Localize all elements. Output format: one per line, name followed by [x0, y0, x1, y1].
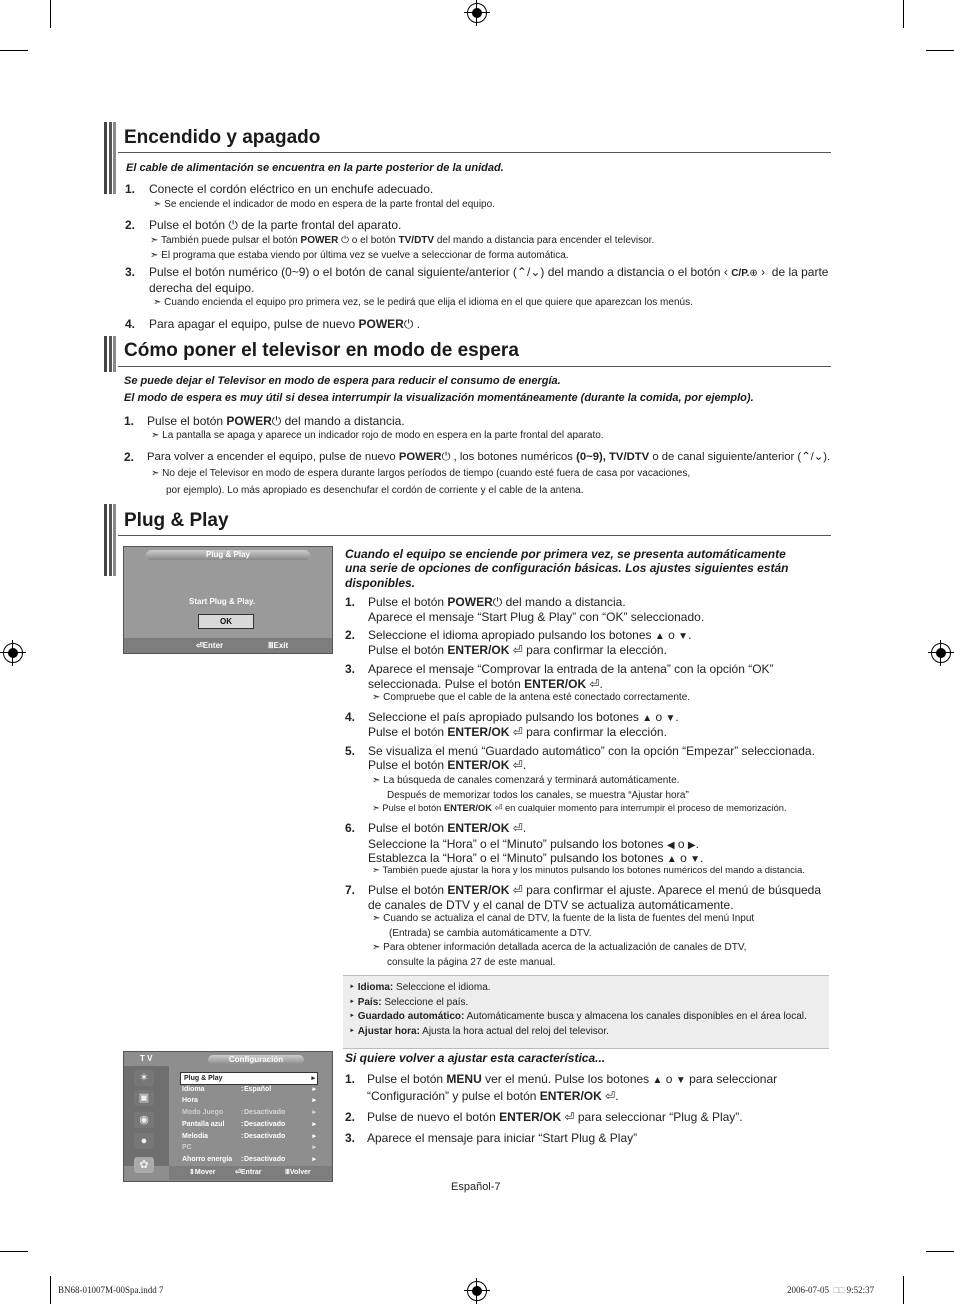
power-icon: ⏻	[492, 595, 503, 609]
menu-row-language[interactable]: Idioma : Español ▸	[182, 1086, 316, 1093]
section-bar	[104, 504, 116, 576]
step-text: Pulse el botón POWER⏻ del mando a distancia.	[368, 595, 626, 609]
power-icon: ⏻	[341, 235, 350, 246]
channel-up-icon: ⌃	[516, 265, 527, 279]
arrow-right-icon: ▸	[312, 1156, 316, 1163]
section-rule	[118, 366, 831, 367]
step-number: 3.	[125, 265, 136, 279]
registration-mark-icon	[3, 643, 23, 663]
arrow-up-icon: ▲	[654, 631, 665, 642]
step-number: 2.	[125, 218, 136, 232]
channel-menu-icon[interactable]: ◉	[134, 1112, 154, 1128]
screen-header: Plug & Play	[146, 550, 310, 560]
section-intro: disponibles.	[345, 576, 416, 590]
registration-mark-icon	[931, 643, 951, 663]
ok-button[interactable]: OK	[198, 614, 254, 629]
step-note: (Entrada) se cambia automáticamente a DTV.	[389, 928, 592, 939]
section-rule	[118, 152, 831, 153]
section-bar	[104, 122, 116, 194]
enter-icon: ⏎	[512, 758, 523, 772]
enter-icon: ⏎	[512, 725, 523, 739]
exit-hint: ⅢExit	[268, 641, 289, 650]
step-text: Para apagar el equipo, pulse de nuevo POWER⏻ .	[149, 317, 421, 331]
info-item: ‣ Guardado automático: Automáticamente busca y almacena los canales disponibles en el área local.	[349, 1011, 807, 1022]
tv-label: T V	[140, 1054, 153, 1063]
power-icon: ⏻	[403, 317, 414, 331]
step-text: Pulse el botón ENTER/OK ⏎ para confirmar la elección.	[368, 725, 667, 739]
step-number: 3.	[345, 662, 356, 676]
arrow-down-icon: ▼	[665, 713, 676, 724]
section-intro: Se puede dejar el Televisor en modo de espera para reducir el consumo de energía.	[124, 375, 561, 387]
setup-menu-icon[interactable]: ●	[134, 1133, 154, 1149]
step-note: ➣ Pulse el botón ENTER/OK ⏎ en cualquier momento para interrumpir el proceso de memorización.	[372, 803, 787, 813]
chevron-left-icon: ‹	[723, 265, 728, 279]
menu-row-blue-screen[interactable]: Pantalla azul : Desactivado ▸	[182, 1121, 316, 1128]
step-text: Pulse de nuevo el botón ENTER/OK ⏎ para seleccionar “Plug & Play”.	[367, 1110, 743, 1124]
step-note: ➣ También puede ajustar la hora y los minutos pulsando los botones numéricos del mando a distancia.	[372, 865, 805, 876]
arrow-right-icon: ▸	[312, 1121, 316, 1128]
enter-icon: ⏎	[512, 821, 523, 835]
menu-row-plug-and-play[interactable]: Plug & Play ▸	[180, 1072, 318, 1085]
info-box	[343, 975, 829, 1049]
menu-row-time[interactable]: Hora ▸	[182, 1097, 316, 1104]
arrow-right-icon: ▸	[312, 1109, 316, 1116]
enter-icon: ⏎	[512, 643, 523, 657]
section-intro: El modo de espera es muy útil si desea interrumpir la visualización momentáneamente (durante la comida, por ejemplo).	[124, 392, 754, 404]
arrow-up-icon: ▲	[642, 713, 653, 724]
enter-hint: ⏎Enter	[196, 641, 224, 650]
arrow-down-icon: ▼	[675, 1075, 686, 1086]
step-note: ➣ También puede pulsar el botón POWER ⏻ o el botón TV/DTV del mando a distancia para encender el televisor.	[150, 235, 655, 246]
step-number: 1.	[125, 182, 136, 196]
step-number: 5.	[345, 744, 356, 758]
step-number: 2.	[124, 450, 135, 464]
sound-menu-icon[interactable]: ▣	[134, 1090, 154, 1106]
step-note: ➣ Para obtener información detallada acerca de la actualización de canales de DTV,	[372, 942, 747, 953]
configuration-menu-screen	[123, 1051, 333, 1182]
arrow-right-icon: ▸	[312, 1133, 316, 1140]
step-number: 4.	[125, 317, 136, 331]
enter-icon: ⏎	[589, 677, 600, 691]
step-text: Aparece el mensaje para iniciar “Start Plug & Play”	[367, 1131, 638, 1145]
page-number: Español-7	[451, 1181, 501, 1193]
step-number: 6.	[345, 821, 356, 835]
step-text: derecha del equipo.	[149, 281, 255, 295]
arrow-up-icon: ▲	[666, 854, 677, 865]
arrow-right-icon: ▸	[312, 1097, 316, 1104]
step-text: seleccionada. Pulse el botón ENTER/OK ⏎.	[368, 677, 603, 691]
step-text: Pulse el botón numérico (0~9) o el botón de canal siguiente/anterior (⌃/⌄) del mando a distancia o el botón ‹ C/P.⊕ › de la parte	[149, 265, 829, 279]
arrow-down-icon: ▼	[690, 854, 701, 865]
step-number: 2.	[345, 628, 356, 642]
power-icon: ⏻	[271, 414, 282, 428]
menu-row-game-mode[interactable]: Modo Juego : Desactivado ▸	[182, 1109, 316, 1116]
screen-footer	[124, 638, 332, 653]
step-text: Seleccione el idioma apropiado pulsando los botones ▲ o ▼.	[368, 628, 692, 642]
step-text: Para volver a encender el equipo, pulse de nuevo POWER⏻ , los botones numéricos (0~9), TV/DTV o de canal siguiente/anterior (⌃/⌄).	[147, 451, 831, 463]
step-number: 3.	[345, 1131, 356, 1145]
channel-down-icon: ⌄	[813, 451, 824, 463]
screen-header: Configuración	[208, 1055, 304, 1065]
screen-message: Start Plug & Play.	[189, 597, 256, 606]
chevron-right-icon: ›	[761, 265, 766, 279]
enter-icon: ⏎	[512, 883, 523, 897]
step-text: “Configuración” y pulse el botón ENTER/OK ⏎.	[367, 1089, 619, 1103]
section-rule	[118, 535, 831, 536]
step-number: 1.	[345, 595, 356, 609]
step-note: ➣ Se enciende el indicador de modo en espera de la parte frontal del equipo.	[153, 199, 495, 210]
step-text: de canales de DTV y el canal de DTV se actualiza automáticamente.	[368, 898, 734, 912]
section-bar	[104, 336, 116, 372]
step-text: Seleccione la “Hora” o el “Minuto” pulsando los botones ◀ o ▶.	[368, 837, 699, 851]
file-name: BN68-01007M-00Spa.indd 7	[58, 1285, 164, 1295]
step-note: ➣ Compruebe que el cable de la antena esté conectado correctamente.	[372, 692, 691, 703]
step-note: ➣ La pantalla se apaga y aparece un indicador rojo de modo en espera en la parte frontal del aparato.	[151, 430, 604, 441]
section-title: Encendido y apagado	[124, 127, 321, 148]
step-text: Pulse el botón ENTER/OK ⏎.	[368, 758, 527, 772]
step-text: Pulse el botón ENTER/OK ⏎.	[368, 821, 527, 835]
step-note: ➣ Cuando encienda el equipo pro primera vez, se le pedirá que elija el idioma en el que quiere que aparezcan los menús.	[153, 297, 693, 308]
arrow-up-icon: ▲	[652, 1075, 663, 1086]
arrow-left-icon: ◀	[666, 840, 675, 851]
step-number: 7.	[345, 883, 356, 897]
section-intro: Cuando el equipo se enciende por primera vez, se presenta automáticamente	[345, 547, 786, 561]
arrow-right-icon: ▸	[312, 1144, 316, 1151]
step-note: ➣ No deje el Televisor en modo de espera durante largos períodos de tiempo (cuando esté fuera de casa por vacaciones,	[151, 468, 691, 479]
enter-icon: ⏎	[564, 1110, 575, 1124]
power-icon: ⏻	[441, 451, 451, 463]
section-title: Plug & Play	[124, 510, 229, 531]
info-item: ‣ País: Seleccione el país.	[349, 997, 469, 1008]
step-text: Pulse el botón MENU ver el menú. Pulse los botones ▲ o ▼ para seleccionar	[367, 1072, 778, 1086]
enter-icon: ⏎	[605, 1089, 616, 1103]
menu-row-energy-saving[interactable]: Ahorro energía : Desactivado ▸	[182, 1156, 316, 1163]
step-note: ➣ La búsqueda de canales comenzará y terminará automáticamente.	[372, 775, 680, 786]
step-text: Pulse el botón ENTER/OK ⏎ para confirmar la elección.	[368, 643, 667, 657]
section-intro: una serie de opciones de configuración básicas. Los ajustes siguientes están	[345, 561, 789, 575]
info-item: ‣ Ajustar hora: Ajusta la hora actual del reloj del televisor.	[349, 1026, 609, 1037]
step-text: Pulse el botón POWER⏻ del mando a distancia.	[147, 414, 405, 428]
registration-mark-icon	[467, 1281, 487, 1301]
plug-and-play-screen	[123, 546, 333, 654]
print-date: 2006-07-05 □□ 9:52:37	[787, 1285, 875, 1295]
step-text: Conecte el cordón eléctrico en un enchufe adecuado.	[149, 182, 434, 196]
channel-up-icon: ⌃	[801, 451, 811, 463]
info-item: ‣ Idioma: Seleccione el idioma.	[349, 982, 491, 993]
back-hint: ⅢVolver	[285, 1169, 311, 1176]
step-note: ➣ El programa que estaba viendo por última vez se vuelve a seleccionar de forma automática.	[150, 250, 569, 261]
menu-row-melody[interactable]: Melodía : Desactivado ▸	[182, 1133, 316, 1140]
arrow-down-icon: ▼	[678, 631, 689, 642]
section-intro: El cable de alimentación se encuentra en la parte posterior de la unidad.	[126, 162, 504, 174]
arrow-right-icon: ▸	[312, 1086, 316, 1093]
step-note: consulte la página 27 de este manual.	[387, 957, 556, 968]
step-number: 4.	[345, 710, 356, 724]
arrow-right-icon: ▶	[687, 840, 696, 851]
step-text: Pulse el botón ⏻ de la parte frontal del aparato.	[149, 218, 402, 232]
input-menu-icon[interactable]: ✿	[134, 1157, 154, 1173]
channel-down-icon: ⌄	[530, 265, 541, 279]
enter-icon: ⏎	[494, 803, 503, 813]
step-number: 2.	[345, 1110, 356, 1124]
screen-footer	[169, 1166, 332, 1180]
step-note: por ejemplo). Lo más apropiado es desenchufar el cordón de corriente y el cable de la antena.	[166, 485, 584, 496]
picture-menu-icon[interactable]: ✶	[134, 1070, 154, 1086]
channel-icon: ⊕	[749, 268, 758, 279]
move-hint: ⇕Mover	[189, 1169, 216, 1176]
step-text: Pulse el botón ENTER/OK ⏎ para confirmar el ajuste. Aparece el menú de búsqueda	[368, 883, 822, 897]
arrow-right-icon: ▸	[311, 1075, 315, 1082]
step-text: Aparece el mensaje “Comprovar la entrada de la antena” con la opción “OK”	[368, 662, 774, 676]
enter-hint: ⏎Entrar	[235, 1169, 262, 1176]
step-number: 1.	[345, 1072, 356, 1086]
step-text: Se visualiza el menú “Guardado automático” con la opción “Empezar” seleccionada.	[368, 744, 815, 758]
section-intro: Si quiere volver a ajustar esta característica...	[345, 1051, 606, 1065]
registration-mark-icon	[467, 3, 487, 23]
step-text: Establezca la “Hora” o el “Minuto” pulsando los botones ▲ o ▼.	[368, 851, 704, 865]
step-note: Después de memorizar todos los canales, se muestra “Ajustar hora”	[387, 790, 689, 801]
step-text: Seleccione el país apropiado pulsando los botones ▲ o ▼.	[368, 710, 679, 724]
section-title: Cómo poner el televisor en modo de espera	[124, 340, 519, 361]
step-number: 1.	[124, 414, 135, 428]
power-icon: ⏻	[228, 218, 238, 232]
step-text: Aparece el mensaje “Start Plug & Play” con “OK” seleccionado.	[368, 610, 705, 624]
menu-row-pc[interactable]: PC ▸	[182, 1144, 316, 1151]
step-note: ➣ Cuando se actualiza el canal de DTV, la fuente de la lista de fuentes del menú Input	[372, 913, 755, 924]
